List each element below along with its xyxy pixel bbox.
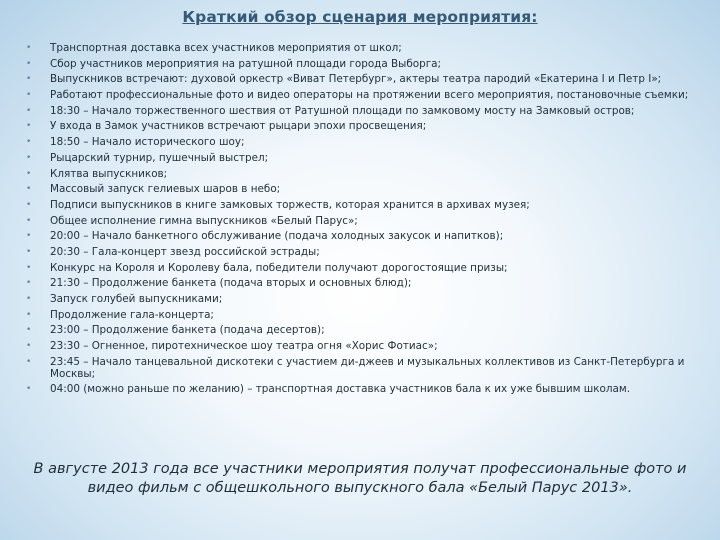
list-item-text: 23:30 – Огненное, пиротехническое шоу театра огня «Хорис Фотиас»;	[50, 340, 438, 353]
list-item	[20, 152, 710, 164]
list-item	[20, 324, 710, 336]
list-item-text: Запуск голубей выпускниками;	[50, 293, 223, 305]
list-item-text: Общее исполнение гимна выпускников «Белый Парус»;	[50, 214, 358, 227]
list-item	[20, 120, 710, 132]
list-item	[20, 383, 710, 395]
list-item	[20, 42, 710, 54]
bullet-icon: •	[26, 105, 32, 116]
list-item	[20, 215, 710, 227]
list-item	[20, 105, 710, 117]
list-item	[20, 262, 710, 274]
list-item-text: 23:45 – Начало танцевальной дискотеки с участием ди-джеев и музыкальных коллективов из Санкт-Петербурга и Москвы;	[50, 355, 685, 380]
bullet-icon: •	[26, 121, 32, 132]
list-item-text: Массовый запуск гелиевых шаров в небо;	[50, 183, 281, 196]
bullet-icon: •	[26, 152, 32, 163]
list-item	[20, 73, 710, 85]
list-item-text: 04:00 (можно раньше по желанию) – транспортная доставка участников бала к их уже бывшим школам.	[50, 383, 631, 396]
bullet-icon: •	[26, 137, 32, 148]
list-item	[20, 89, 710, 101]
list-item-text: 18:50 – Начало исторического шоу;	[50, 136, 245, 149]
list-item-text: 20:00 – Начало банкетного обслуживание (подача холодных закусок и напитков);	[50, 230, 504, 243]
bullet-icon: •	[26, 384, 32, 395]
list-item-text: Клятва выпускников;	[50, 167, 168, 180]
list-item	[20, 58, 710, 70]
bullet-icon: •	[26, 184, 32, 195]
bullet-icon: •	[26, 262, 32, 273]
bullet-icon: •	[26, 231, 32, 242]
list-item-text: 21:30 – Продолжение банкета (подача вторых и основных блюд);	[50, 277, 412, 290]
list-item	[20, 136, 710, 148]
list-item-text: Транспортная доставка всех участников мероприятия от школ;	[50, 42, 402, 54]
list-item	[20, 356, 710, 380]
list-item-text: Рыцарский турнир, пушечный выстрел;	[50, 151, 269, 164]
list-item	[20, 277, 710, 289]
bullet-icon: •	[26, 325, 32, 336]
bullet-icon: •	[26, 294, 32, 304]
list-item-text: Конкурс на Короля и Королеву бала, победители получают дорогостоящие призы;	[50, 261, 508, 274]
footer-note: В августе 2013 года все участники мероприятия получат профессиональные фото и видео фильм с общешкольного выпускного бала «Белый Парус 2013».	[33, 461, 687, 496]
list-item	[20, 199, 710, 211]
list-item	[20, 293, 710, 305]
bullet-icon: •	[26, 356, 32, 367]
list-item-text: Сбор участников мероприятия на ратушной площади города Выборга;	[50, 57, 442, 70]
list-item	[20, 246, 710, 258]
list-item	[20, 183, 710, 195]
list-item	[20, 340, 710, 352]
list-item	[20, 230, 710, 242]
list-item	[20, 168, 710, 180]
list-item-text: У входа в Замок участников встречают рыцари эпохи просвещения;	[50, 120, 427, 133]
bullet-icon: •	[26, 215, 32, 226]
list-item-text: Подписи выпускников в книге замковых торжеств, которая хранится в архивах музея;	[50, 198, 530, 211]
page-title: Краткий обзор сценария мероприятия:	[182, 8, 538, 26]
bullet-icon: •	[26, 246, 32, 257]
bullet-icon: •	[26, 168, 32, 179]
bullet-icon: •	[26, 278, 32, 289]
list-item-text: 20:30 – Гала-концерт звезд российской эстрады;	[50, 245, 320, 258]
list-item-text: 23:00 – Продолжение банкета (подача десертов);	[50, 324, 325, 337]
list-item-text: 18:30 – Начало торжественного шествия от Ратушной площади по замковому мосту на Замковый остров;	[50, 104, 635, 117]
bullet-icon: •	[26, 341, 32, 352]
bullet-icon: •	[26, 199, 32, 210]
list-item-text: Работают профессиональные фото и видео операторы на протяжении всего мероприятия, постановочные съемки;	[50, 89, 689, 102]
list-item-text: Продолжение гала-концерта;	[50, 308, 214, 321]
schedule-list	[20, 42, 710, 399]
bullet-icon: •	[26, 309, 32, 320]
list-item-text: Выпускников встречают: духовой оркестр «Виват Петербург», актеры театра пародий «Екатерина I и Петр I»;	[50, 73, 662, 86]
bullet-icon: •	[26, 58, 32, 69]
bullet-icon: •	[26, 43, 32, 53]
bullet-icon: •	[26, 74, 32, 85]
bullet-icon: •	[26, 90, 32, 101]
list-item	[20, 309, 710, 321]
